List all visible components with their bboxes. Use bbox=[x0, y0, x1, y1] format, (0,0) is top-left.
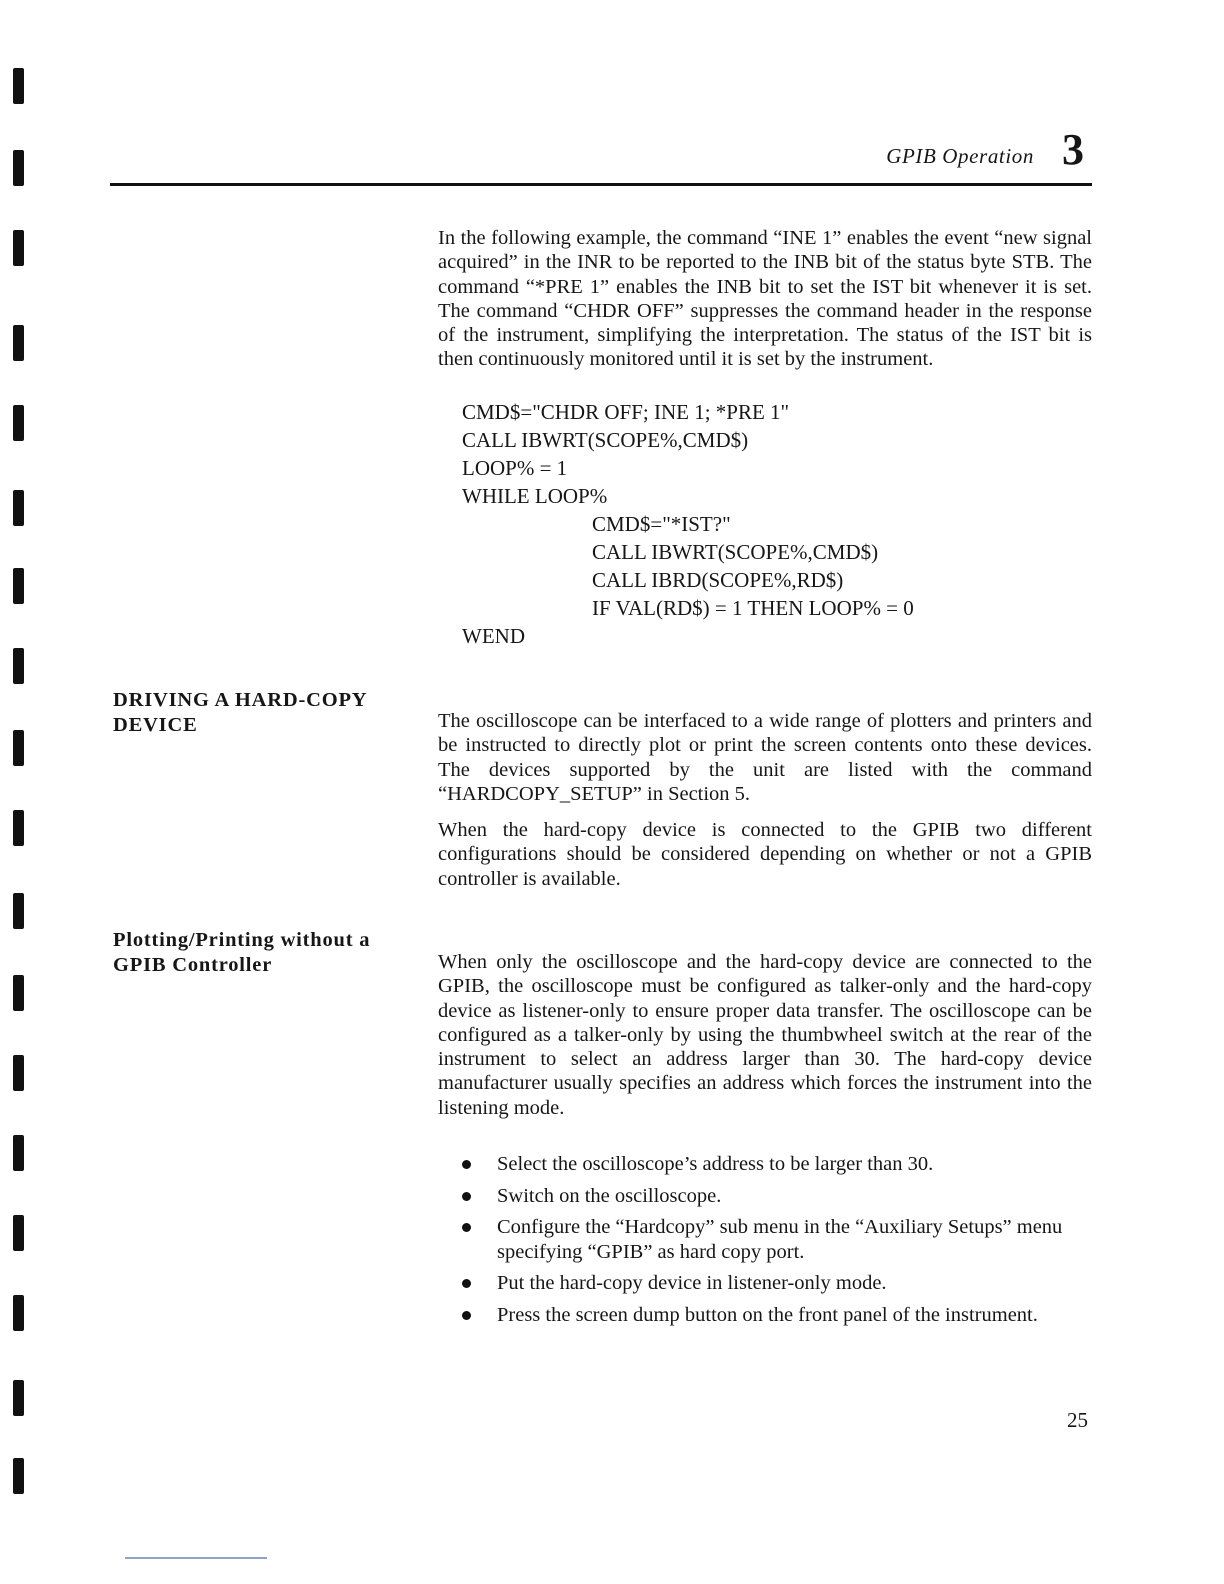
list-item-text: Put the hard-copy device in listener-only mode. bbox=[497, 1272, 887, 1294]
bullet-icon bbox=[462, 1160, 471, 1169]
header-rule bbox=[110, 183, 1092, 186]
intro-paragraph: In the following example, the command “INE 1” enables the event “new signal acquired” in the INR to be reported to the INB bit of the status byte STB. The command “*PRE 1” enables the INB bit to set the IST bit whenever it is set. The command “CHDR OFF” suppresses the command header in the response of the instrument, simplifying the interpretation. The status of the IST bit is then continuously monitored until it is set by the instrument. bbox=[438, 227, 1092, 371]
section-heading-hardcopy: DRIVING A HARD-COPY DEVICE bbox=[113, 689, 367, 736]
bullet-icon bbox=[462, 1311, 471, 1320]
list-item bbox=[458, 1303, 1094, 1328]
binding-mark bbox=[13, 810, 24, 846]
binding-mark bbox=[13, 1135, 24, 1171]
binding-mark bbox=[13, 490, 24, 526]
binding-mark bbox=[13, 1215, 24, 1251]
code-line: IF VAL(RD$) = 1 THEN LOOP% = 0 bbox=[592, 596, 914, 620]
binding-mark bbox=[13, 1458, 24, 1494]
list-item-text: Select the oscilloscope’s address to be larger than 30. bbox=[497, 1153, 934, 1175]
code-line: CALL IBWRT(SCOPE%,CMD$) bbox=[592, 540, 879, 564]
steps-list bbox=[458, 1152, 1094, 1327]
binding-mark bbox=[13, 1295, 24, 1331]
binding-mark bbox=[13, 405, 24, 441]
code-line: WHILE LOOP% bbox=[462, 484, 608, 508]
code-line: CALL IBWRT(SCOPE%,CMD$) bbox=[462, 428, 749, 452]
code-line: WEND bbox=[462, 624, 525, 648]
binding-mark bbox=[13, 730, 24, 766]
code-line: LOOP% = 1 bbox=[462, 456, 568, 480]
running-header bbox=[110, 125, 1092, 186]
bullet-icon bbox=[462, 1279, 471, 1288]
list-item bbox=[458, 1271, 1094, 1296]
list-item-text: Switch on the oscilloscope. bbox=[497, 1184, 722, 1207]
bullet-icon bbox=[462, 1223, 471, 1232]
binding-mark bbox=[13, 150, 24, 186]
bullet-icon bbox=[462, 1192, 471, 1201]
binding-mark bbox=[13, 975, 24, 1011]
binding-mark bbox=[13, 648, 24, 684]
list-item bbox=[458, 1152, 1094, 1177]
code-line: CMD$="CHDR OFF; INE 1; *PRE 1" bbox=[462, 400, 790, 424]
code-line: CALL IBRD(SCOPE%,RD$) bbox=[592, 568, 844, 592]
binding-mark bbox=[13, 68, 24, 104]
no-controller-paragraph: When only the oscilloscope and the hard-copy device are connected to the GPIB, the oscilloscope must be configured as talker-only and the hard-copy device as listener-only to ensure proper data transfer. The oscilloscope can be configured as a talker-only by using the thumbwheel switch at the rear of the instrument to select an address larger than 30. The hard-copy device manufacturer usually specifies an address which forces the instrument into the listening mode. bbox=[438, 951, 1092, 1119]
binding-mark bbox=[13, 230, 24, 266]
binding-mark bbox=[13, 568, 24, 604]
code-line: CMD$="*IST?" bbox=[592, 512, 731, 536]
list-item-text: Press the screen dump button on the front panel of the instrument. bbox=[497, 1303, 1038, 1326]
header-title: GPIB Operation bbox=[886, 144, 1034, 168]
list-item-text: Configure the “Hardcopy” sub menu in the “Auxiliary Setups” menu specifying “GPIB” as hard copy port. bbox=[497, 1216, 1063, 1263]
binding-marks bbox=[0, 0, 60, 1584]
hardcopy-paragraph-2: When the hard-copy device is connected to the GPIB two different configurations should be considered depending on whether or not a GPIB controller is available. bbox=[438, 819, 1092, 890]
section-heading-no-controller: Plotting/Printing without a GPIB Controller bbox=[113, 929, 371, 976]
chapter-number: 3 bbox=[1062, 125, 1084, 174]
binding-mark bbox=[13, 1380, 24, 1416]
footer-line bbox=[125, 1557, 267, 1559]
hardcopy-paragraph-1: The oscilloscope can be interfaced to a wide range of plotters and printers and be instructed to directly plot or print the screen contents onto these devices. The devices supported by the unit are listed with the command “HARDCOPY_SETUP” in Section 5. bbox=[438, 710, 1092, 805]
binding-mark bbox=[13, 1055, 24, 1091]
binding-mark bbox=[13, 325, 24, 361]
list-item bbox=[458, 1215, 1094, 1264]
binding-mark bbox=[13, 893, 24, 929]
page-number: 25 bbox=[1067, 1408, 1088, 1432]
list-item bbox=[458, 1184, 1094, 1209]
